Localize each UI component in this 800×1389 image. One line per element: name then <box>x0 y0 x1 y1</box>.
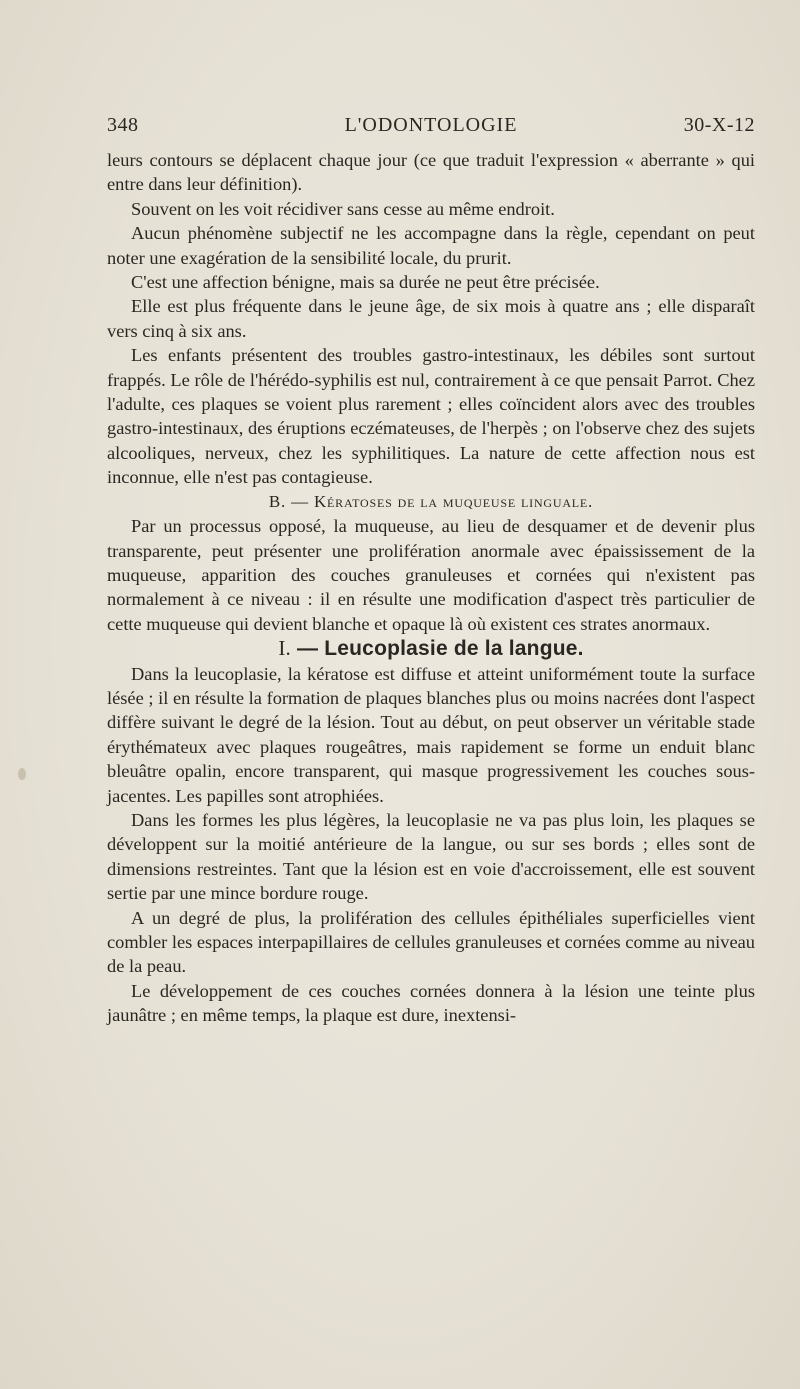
section-number: I. <box>278 636 291 661</box>
page-number: 348 <box>107 114 139 136</box>
paragraphs-middle <box>107 514 755 636</box>
paragraph: Dans la leucoplasie, la kératose est diffuse et atteint uniformément toute la surface lésée ; il en résulte la formation de plaques blanches plus ou moins nacrées dont l'aspect diffère suivant le degré de la lésion. Tout au début, on peut observer un véritable stade érythémateux avec plaques rougeâtres, mais rapidement se forme un enduit blanc bleuâtre opalin, encore transparent, qui masque progressivement les couches sous-jacentes. Les papilles sont atrophiées. <box>107 663 755 806</box>
paragraph: C'est une affection bénigne, mais sa durée ne peut être précisée. <box>131 272 600 293</box>
paragraph: Elle est plus fréquente dans le jeune âge, de six mois à quatre ans ; elle disparaît vers cinq à six ans. <box>107 296 755 341</box>
paragraphs-top <box>107 148 755 490</box>
running-header <box>107 114 755 140</box>
journal-title: L'ODONTOLOGIE <box>344 114 518 136</box>
paragraph: Par un processus opposé, la muqueuse, au lieu de desquamer et de devenir plus transparente, peut présenter une prolifération anormale avec épaississement de la muqueuse, apparition des couches granuleuses et cornées qui n'existent pas normalement à ce niveau : il en résulte une modification d'aspect très particulier de cette muqueuse qui devient blanche et opaque là où existent ces strates anormaux. <box>107 516 755 634</box>
paragraph: leurs contours se déplacent chaque jour (ce que traduit l'expression « aberrante » qui entre dans leur définition). <box>107 150 755 195</box>
paragraph: Souvent on les voit récidiver sans cesse au même endroit. <box>131 198 555 219</box>
issue-date: 30-X-12 <box>683 114 755 136</box>
section-dash: — <box>290 637 325 661</box>
paragraphs-bottom <box>107 662 755 1028</box>
paragraph: A un degré de plus, la prolifération des cellules épithéliales superficielles vient combler les espaces interpapillaires de cellules granuleuses et cornées comme au niveau de la peau. <box>107 907 756 977</box>
paragraph: Dans les formes les plus légères, la leucoplasie ne va pas plus loin, les plaques se développent sur la moitié antérieure de la langue, ou sur ses bords ; elles sont de dimensions restreintes. Tant que la lésion est en voie d'accroissement, elle est souvent sertie par une mince bordure rouge. <box>107 809 755 904</box>
page-body <box>107 148 755 1028</box>
section-title-text: Leucoplasie de la langue. <box>324 637 584 661</box>
paragraph: Les enfants présentent des troubles gastro-intestinaux, les débiles sont surtout frappés. Le rôle de l'hérédo-syphilis est nul, contrairement à ce que pensait Parrot. Chez l'adulte, ces plaques se voient plus rarement ; elles coïncident alors avec des troubles gastro-intestinaux, des éruptions eczémateuses, de l'herpès ; on l'observe chez des sujets alcooliques, nerveux, chez les syphilitiques. La nature de cette affection nous est inconnue, elle n'est pas contagieuse. <box>107 345 755 488</box>
paragraph: Le développement de ces couches cornées donnera à la lésion une teinte plus jaunâtre ; en même temps, la plaque est dure, inextensi- <box>107 980 755 1026</box>
section-title <box>107 636 755 661</box>
subheading: B. — Kératoses de la muqueuse linguale. <box>268 491 594 511</box>
paper-stain <box>18 768 26 780</box>
paragraph: Aucun phénomène subjectif ne les accompagne dans la règle, cependant on peut noter une exagération de la sensibilité locale, du prurit. <box>107 223 755 268</box>
